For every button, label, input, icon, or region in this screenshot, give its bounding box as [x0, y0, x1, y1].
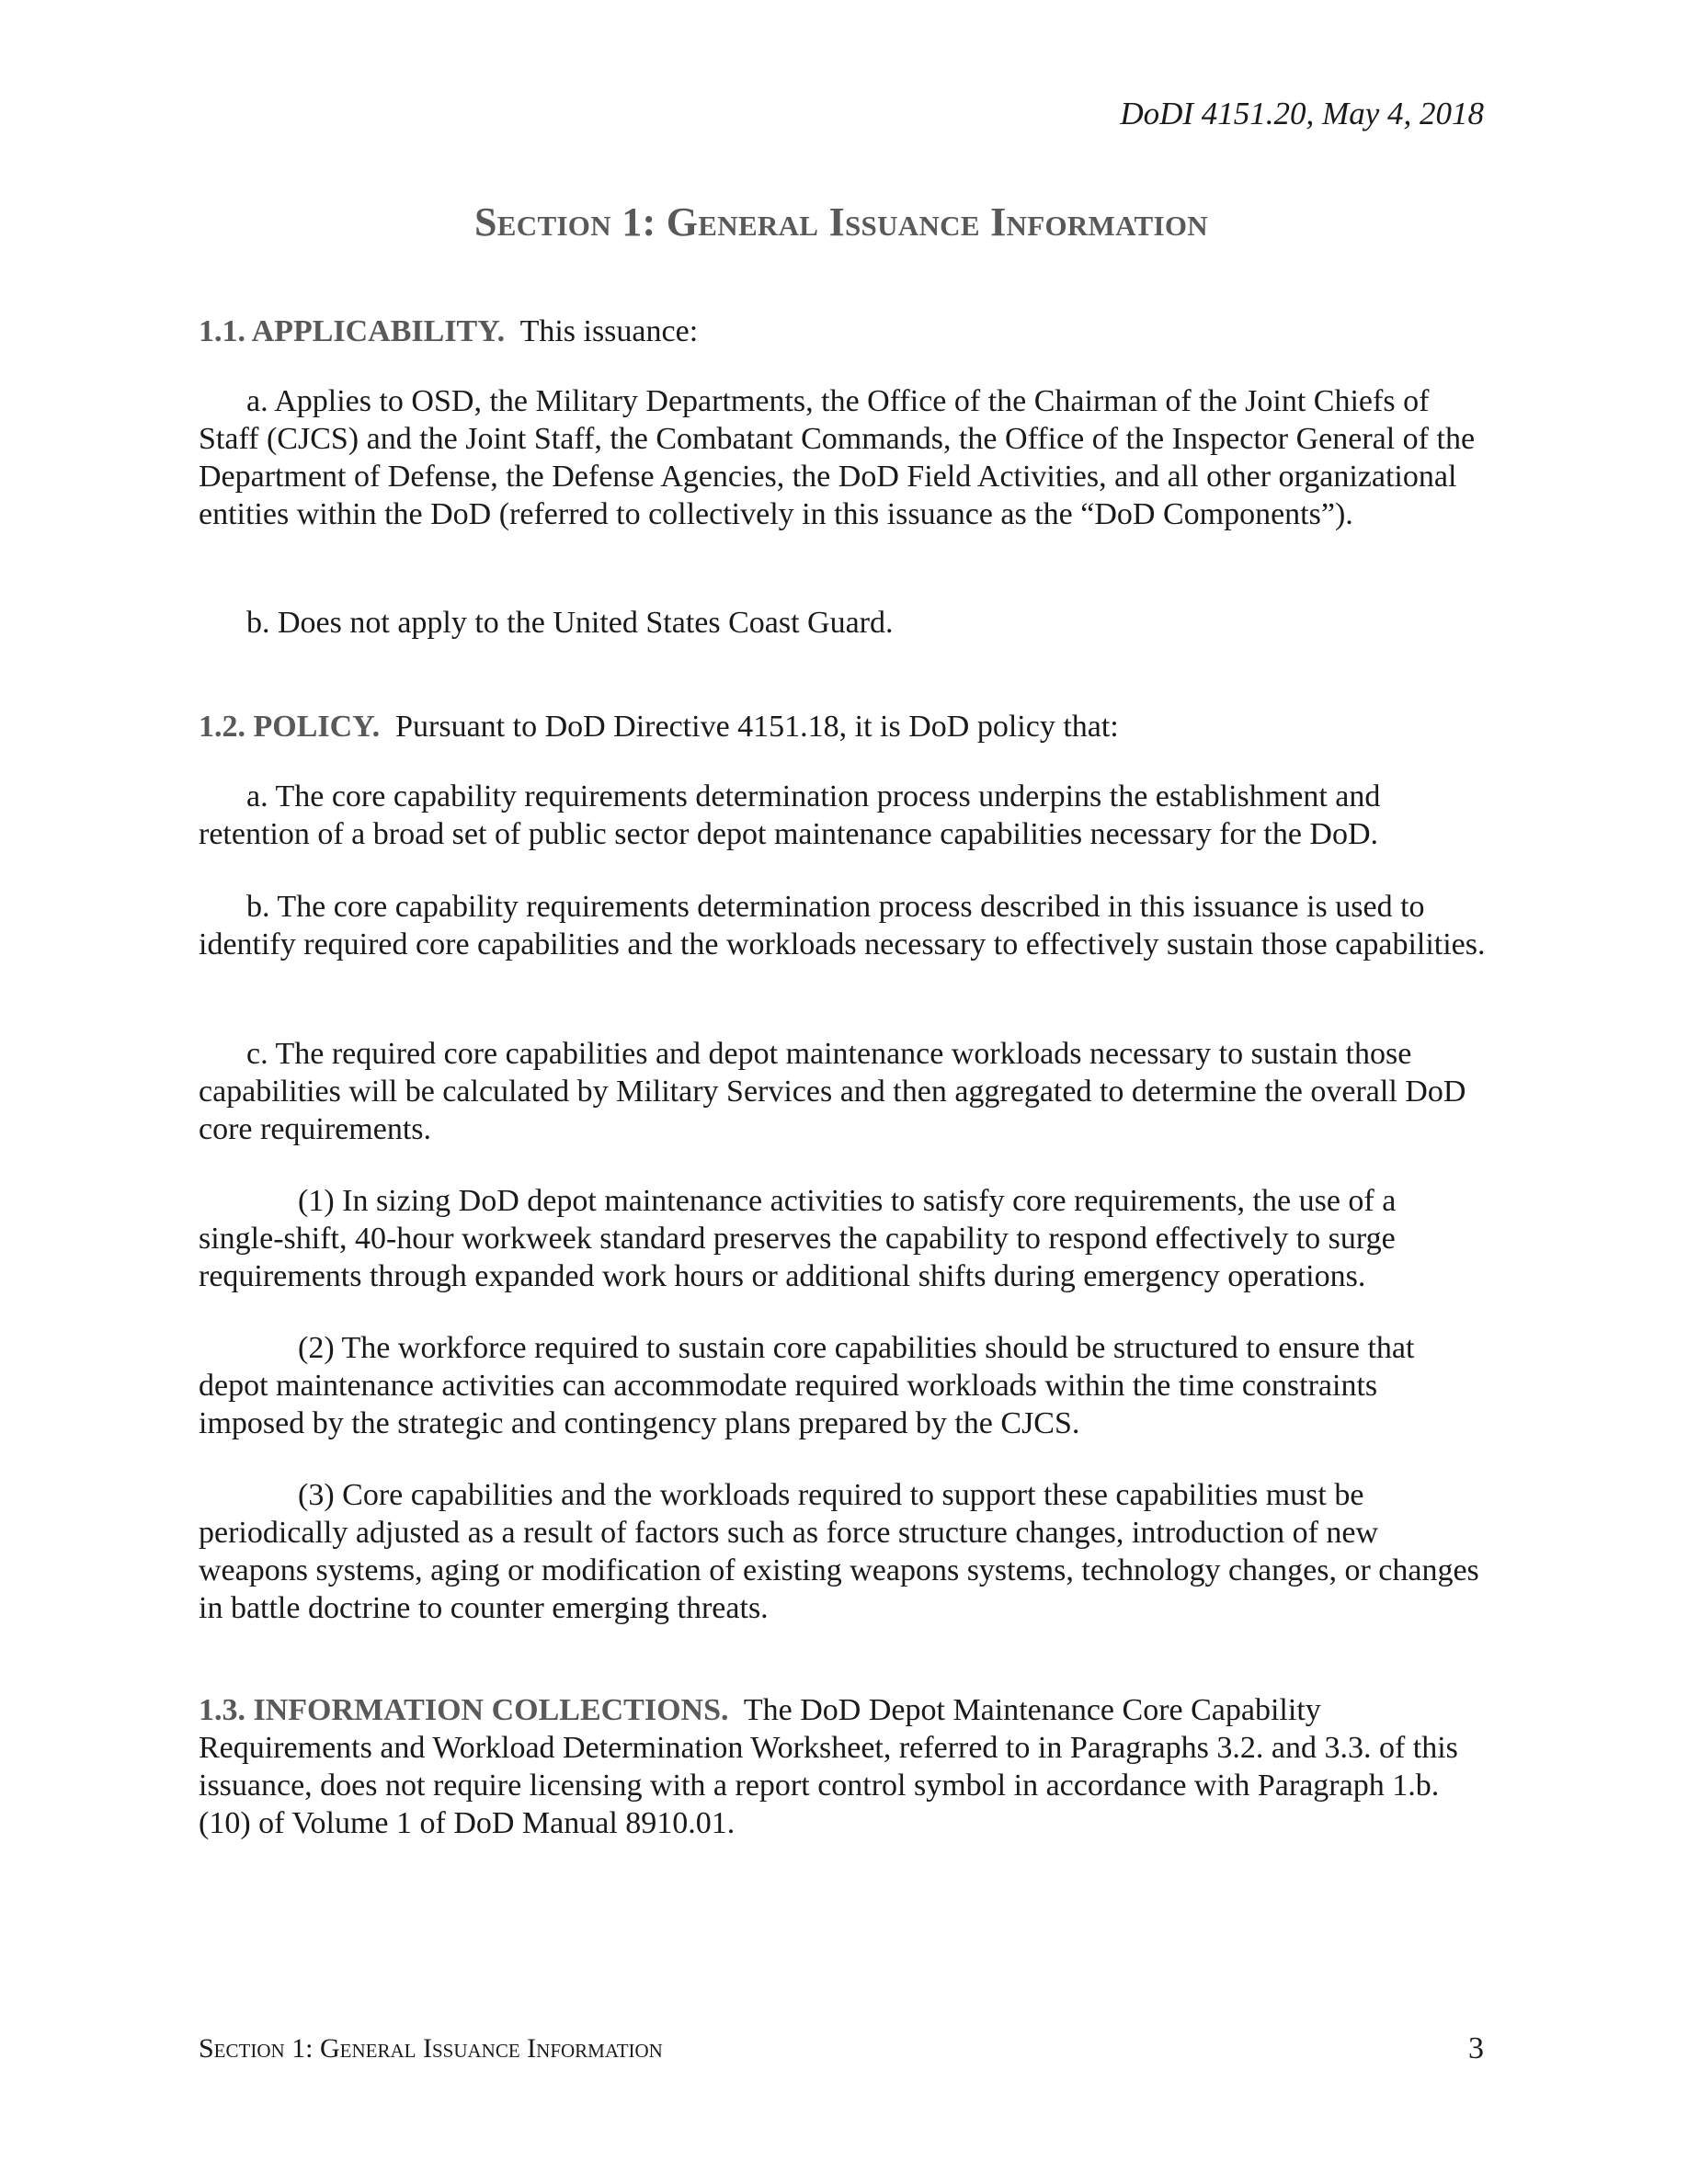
section-1-1-heading-line [199, 313, 1486, 350]
policy-para-b-text: b. The core capability requirements determination process described in this issuance is used to identify required core capabilities and the workloads necessary to effectively sustain those capabilities. [199, 890, 1486, 961]
policy-para-a [199, 778, 1486, 853]
policy-lead: Pursuant to DoD Directive 4151.18, it is DoD policy that: [395, 710, 1119, 744]
running-footer: Section 1: General Issuance Information [199, 2033, 663, 2064]
policy-para-c1 [199, 1182, 1486, 1295]
information-collections-text: The DoD Depot Maintenance Core Capability Requirements and Workload Determination Worksheet, referred to in Paragraphs 3.2. and 3.3. of this issuance, does not require licensing with a report control symbol in accordance with Paragraph 1.b.(10) of Volume 1 of DoD Manual 8910.01. [199, 1693, 1458, 1840]
section-1-3 [199, 1691, 1486, 1842]
running-header: DoDI 4151.20, May 4, 2018 [1120, 96, 1484, 131]
policy-para-c3 [199, 1476, 1486, 1627]
policy-para-c2 [199, 1329, 1486, 1442]
applicability-heading: 1.1. APPLICABILITY. [199, 314, 506, 348]
policy-para-c [199, 1035, 1486, 1148]
policy-para-c2-text: (2) The workforce required to sustain core capabilities should be structured to ensure that depot maintenance activities can accommodate required workloads within the time constraints imposed by the strategic and contingency plans prepared by the CJCS. [199, 1331, 1415, 1440]
page-number: 3 [1468, 2031, 1484, 2065]
policy-para-c-text: c. The required core capabilities and depot maintenance workloads necessary to sustain those capabilities will be calculated by Military Services and then aggregated to determine the overall DoD core requirements. [199, 1037, 1466, 1146]
applicability-para-b [199, 604, 1486, 642]
applicability-lead: This issuance: [519, 314, 699, 348]
section-1-2-heading-line [199, 708, 1486, 745]
applicability-para-b-text: b. Does not apply to the United States Coast Guard. [246, 606, 894, 640]
policy-heading: 1.2. POLICY. [199, 710, 381, 744]
section-title: Section 1: General Issuance Information [474, 199, 1208, 245]
policy-para-c1-text: (1) In sizing DoD depot maintenance activities to satisfy core requirements, the use of a single-shift, 40-hour workweek standard preserves the capability to respond effectively to surge requirements through expanded work hours or additional shifts during emergency operations. [199, 1184, 1397, 1293]
applicability-para-a [199, 382, 1486, 533]
applicability-para-a-text: a. Applies to OSD, the Military Departments, the Office of the Chairman of the Joint Chiefs of Staff (CJCS) and the Joint Staff, the Combatant Commands, the Office of the Inspector General of the Department of Defense, the Defense Agencies, the DoD Field Activities, and all other organizational entities within the DoD (referred to collectively in this issuance as the “DoD Components”). [199, 384, 1476, 531]
policy-para-a-text: a. The core capability requirements determination process underpins the establishment and retention of a broad set of public sector depot maintenance capabilities necessary for the DoD. [199, 779, 1381, 851]
policy-para-b [199, 888, 1486, 963]
policy-para-c3-text: (3) Core capabilities and the workloads required to support these capabilities must be periodically adjusted as a result of factors such as force structure changes, introduction of new weapons systems, aging or modification of existing weapons systems, technology changes, or changes in battle doctrine to counter emerging threats. [199, 1478, 1479, 1625]
information-collections-heading: 1.3. INFORMATION COLLECTIONS. [199, 1693, 729, 1727]
